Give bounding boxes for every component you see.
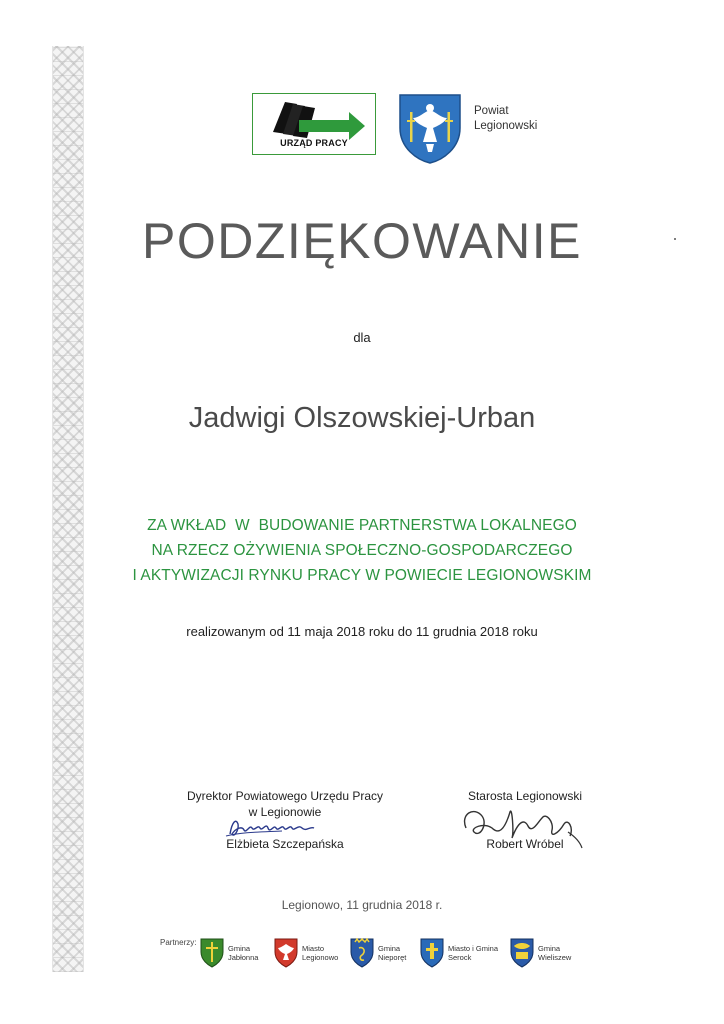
partner-nieporet-label (378, 944, 406, 962)
left-handwritten-signature (222, 812, 322, 844)
partner-jablonna-line1: Gmina (228, 944, 251, 953)
powiat-line1: Powiat (474, 105, 509, 117)
serock-coat-of-arms-icon (420, 938, 444, 968)
urzad-pracy-label: URZĄD PRACY (280, 138, 348, 148)
jablonna-coat-of-arms-icon (200, 938, 224, 968)
powiat-coat-of-arms-icon (399, 94, 461, 164)
partner-serock-line1: Miasto i Gmina (448, 944, 499, 953)
powiat-line2: Legionowski (474, 120, 538, 132)
partner-nieporet-line2: Nieporęt (378, 953, 407, 962)
right-signatory-name: Robert Wróbel (486, 837, 564, 851)
partner-jablonna-line2: Jabłonna (228, 953, 259, 962)
reason-line2: NA RZECZ OŻYWIENIA SPOŁECZNO-GOSPODARCZEGO (151, 542, 573, 559)
partner-wieliszew-line2: Wieliszew (538, 953, 572, 962)
right-signatory-title: Starosta Legionowski (467, 789, 583, 803)
reason-line3: I AKTYWIZACJI RYNKU PRACY W POWIECIE LEGIONOWSKIM (132, 567, 592, 584)
partner-serock-label (448, 944, 498, 962)
partner-legionowo-line1: Miasto (302, 944, 325, 953)
partner-nieporet-line1: Gmina (378, 944, 401, 953)
period-text: realizowanym od 11 maja 2018 roku do 11 grudnia 2018 roku (186, 624, 538, 639)
nieporet-coat-of-arms-icon (350, 938, 374, 968)
reason-line1: ZA WKŁAD W BUDOWANIE PARTNERSTWA LOKALNEGO (147, 517, 577, 534)
wieliszew-coat-of-arms-icon (510, 938, 534, 968)
partners-label: Partnerzy: (160, 938, 197, 947)
dla-text: dla (353, 330, 371, 345)
partner-legionowo-line2: Legionowo (302, 953, 339, 962)
urzad-pracy-logo (252, 93, 376, 155)
partner-serock-line2: Serock (448, 953, 472, 962)
certificate-title: PODZIĘKOWANIE (142, 213, 582, 269)
left-signatory-title1: Dyrektor Powiatowego Urzędu Pracy (186, 789, 384, 803)
left-signatory-title2: w Legionowie (248, 805, 322, 819)
scan-speck (674, 238, 676, 240)
partner-legionowo-label (302, 944, 338, 962)
legionowo-coat-of-arms-icon (274, 938, 298, 968)
decorative-border (52, 46, 84, 972)
partner-wieliszew-label (538, 944, 571, 962)
place-date: Legionowo, 11 grudnia 2018 r. (281, 898, 443, 912)
partner-jablonna-label (228, 944, 258, 962)
powiat-label (474, 104, 537, 134)
left-signatory-name: Elżbieta Szczepańska (226, 837, 344, 851)
recipient-name: Jadwigi Olszowskiej-Urban (188, 402, 536, 434)
partner-wieliszew-line1: Gmina (538, 944, 561, 953)
right-handwritten-signature (458, 802, 588, 850)
reason-text (0, 513, 724, 588)
